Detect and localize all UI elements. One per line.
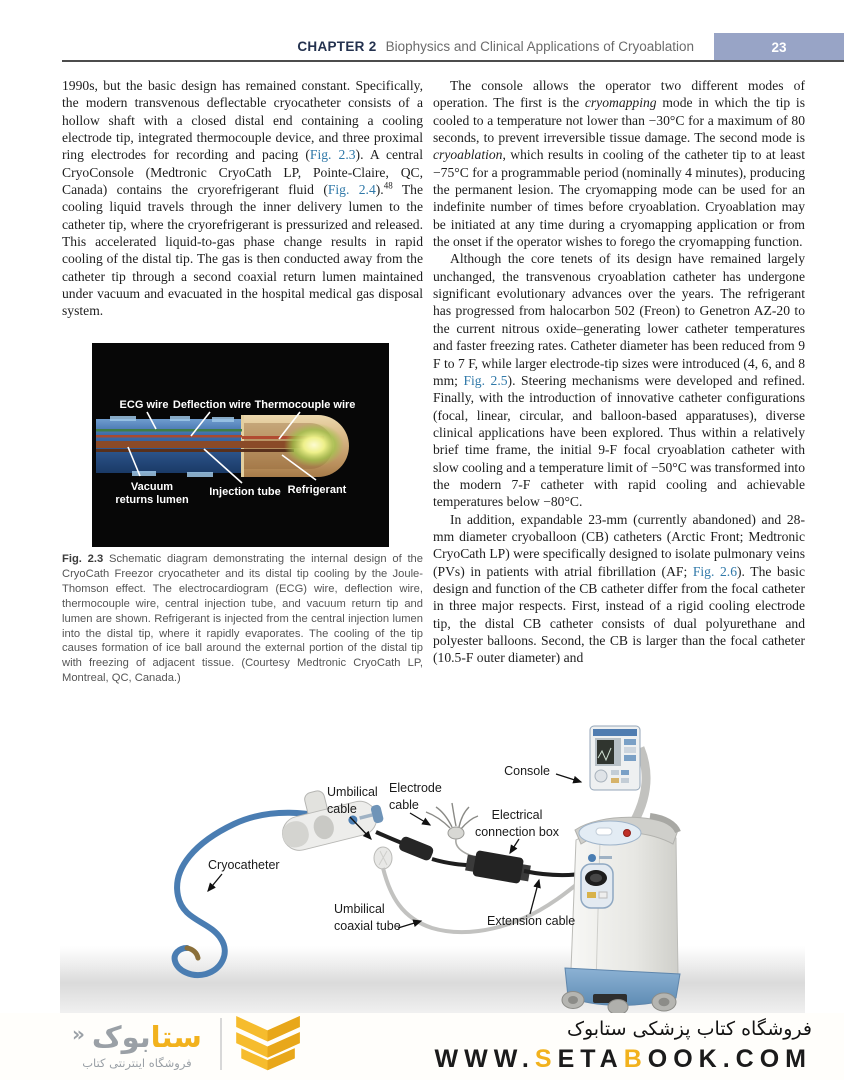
text-segment: ETA — [557, 1045, 624, 1073]
figure-ref-link[interactable]: Fig. 2.6 — [692, 563, 737, 579]
chevron-emblem-icon — [236, 1016, 300, 1072]
cable-connector — [398, 835, 435, 862]
text-segment: « — [72, 1022, 92, 1046]
text-segment: Schematic diagram demonstrating the internal design of the CryoCath Freezor cryocatheter and its distal tip cooling by the Joule-Thomson effect. The electrocardiogram (ECG) wire, deflection wire, thermocouple wire, central injection tube, and vacuum return tip and lumen are shown. Refrigerant is injected from the central injection lumen into the distal tip, where it rapidly evaporates. The cooling of the tip causes formation of ice ball around the external portion of the distal tip with freezing of adjacent tissue. (Courtesy Medtronic CryoCath LP, Montreal, QC, Canada.) — [62, 553, 423, 685]
text-segment: In addition, expandable 23-mm (currently abandoned) and 28-mm diameter cryoballoon (CB) catheters (Arctic Front; Medtronic CryoCath LP) were specifically designed to isolate pulmonary veins (PVs) in patients with atrial fibrillation (AF; — [433, 511, 805, 579]
label-electrical-box-1: Electrical — [491, 808, 543, 822]
label-electrode-cable-1: Electrode — [389, 781, 442, 795]
brand-tagline: فروشگاه اینترنتی کتاب — [82, 1056, 192, 1070]
label-umbilical-tube-1: Umbilical — [334, 902, 385, 916]
store-name: فروشگاه کتاب پزشکی ستابوک — [566, 1018, 812, 1040]
caster-wheel — [608, 1000, 628, 1014]
text-segment: S — [534, 1045, 558, 1073]
header-rule — [62, 60, 844, 62]
figure-2-3-caption — [62, 552, 423, 686]
label-umbilical-tube-2: coaxial tube — [334, 919, 401, 933]
label-ecg-wire: ECG wire — [119, 399, 169, 411]
figure-ref-link[interactable]: Fig. 2.5 — [463, 372, 508, 388]
page-number-badge — [714, 33, 844, 62]
electrical-connection-box — [464, 849, 532, 886]
label-electrode-cable-2: cable — [389, 798, 419, 812]
brand-wordmark — [72, 1018, 202, 1053]
label-deflection-wire: Deflection wire — [172, 399, 252, 411]
chapter-label: CHAPTER 2 — [297, 39, 377, 54]
running-header — [297, 39, 694, 54]
label-thermocouple-wire: Thermocouple wire — [254, 399, 356, 411]
label-refrigerant: Refrigerant — [287, 484, 347, 496]
figure-2-3 — [92, 343, 389, 547]
console-system-drawing — [60, 718, 805, 1013]
brand-dot — [588, 854, 596, 862]
text-segment: mode in which the tip is cooled to a temperature not lower than −30°C for a maximum of 80 seconds, to prevent irreversible tissue damage. The second mode is — [433, 95, 805, 146]
brand-logo — [72, 1016, 300, 1072]
injection-tube-shadow — [96, 449, 294, 452]
label-cryocatheter: Cryocatheter — [208, 858, 280, 872]
figure-ref-link[interactable]: Fig. 2.4 — [327, 182, 376, 198]
text-segment: بوک — [91, 1020, 151, 1054]
deflection-wire-line — [96, 435, 242, 438]
label-umbilical-cable-2: cable — [327, 802, 357, 816]
text-segment: The console allows the operator two different modes of operation. The first is the — [433, 78, 805, 111]
text-segment: Although the core tenets of its design have remained largely unchanged, the transvenous cryoablation catheter has undergone significant evolutionary advances over the years. The refrigerant has progressed from halocarbon 502 (Freon) to Genetron AZ-20 to the current nitrous oxide–generating lower catheter temperatures and faster freezing rates. Catheter diameter has been reduced from 9 F to 7 F, while larger electrode-tip sizes were introduced (4, 6, and 8 mm; — [433, 251, 805, 388]
paragraph — [433, 250, 805, 510]
electrode-cable-wires — [426, 803, 478, 829]
text-segment: ). Steering mechanisms were developed and refined. Finally, with the introduction of innovative catheter configurations (focal, linear, circular, and balloon-based apparatuses), diverse clinical applications have been explored. Thus within a relatively brief time frame, the initial 9-F focal cryoablation catheter with slow cooling and a temperature limit of −50°C was transformed into the modern 7-F catheter with rapid cooling and achievable temperatures below −80°C. — [433, 372, 805, 510]
stop-button — [624, 830, 631, 837]
store-info — [435, 1017, 812, 1074]
label-vacuum-1: Vacuum — [130, 481, 174, 493]
paragraph — [433, 511, 805, 667]
refrigerant-glow — [284, 423, 344, 467]
label-vacuum-2: returns lumen — [115, 494, 189, 506]
text-segment: , which results in cooling of the catheter tip to at least −75°C for a programmable period (nominally 4 minutes), producing the permanent lesion. The cryomapping mode can be used for an indefinite number of times before cryoablation. Cryoablation may be initiated at any time during a cryomapping application or from the onset if the operator wishes to forego the cryomapping function. — [433, 147, 805, 250]
cryoconsole — [562, 726, 680, 1013]
text-segment: B — [623, 1045, 648, 1073]
text-segment: 1990s, but the basic design has remained constant. Specifically, the modern transvenous deflectable cryocatheter consists of a hollow shaft with a closed distal end containing a cooling electrode tip, integrated thermocouple device, and three proximal ring electrodes for recording and pacing ( — [62, 78, 423, 163]
paragraph — [62, 77, 423, 320]
website-url — [435, 1045, 812, 1074]
label-console: Console — [504, 764, 550, 778]
divider — [220, 1018, 222, 1070]
figure-ref-link[interactable]: Fig. 2.3 — [309, 147, 356, 163]
text-segment: cryoablation — [433, 147, 503, 163]
left-column — [62, 77, 423, 320]
page-number: 23 — [771, 40, 787, 55]
console-system-figure — [60, 718, 805, 1013]
electrode-cable-hub — [448, 827, 464, 839]
paragraph — [433, 77, 805, 250]
console-body — [571, 827, 678, 990]
label-injection-tube: Injection tube — [209, 486, 281, 498]
text-segment: Fig. 2.3 — [62, 553, 104, 565]
text-segment: ستا — [150, 1020, 202, 1054]
text-segment: ). A central CryoConsole (Medtronic CryoCath LP, Pointe-Claire, QC, Canada) contains the cryorefrigerant fluid ( — [62, 147, 423, 198]
text-segment: The cooling liquid travels through the inner delivery lumen to the catheter tip, where the cryorefrigerant is pressurized and released. This accelerated liquid-to-gas phase change results in rapid cooling of the distal tip. The gas is then conducted away from the catheter tip through a second coaxial return lumen maintained under vacuum and evacuated in the hospital medical gas disposal system. — [62, 182, 423, 319]
text-segment: cryomapping — [584, 95, 657, 111]
text-segment: ). — [375, 182, 384, 198]
text-segment: OOK.COM — [647, 1045, 812, 1073]
right-column — [433, 77, 805, 667]
chapter-title: Biophysics and Clinical Applications of Cryoablation — [385, 39, 694, 54]
ecg-wire-line — [96, 429, 242, 432]
cryocatheter-tip-diagram — [92, 343, 389, 547]
label-extension-cable: Extension cable — [487, 914, 576, 928]
footer-watermark — [0, 1013, 844, 1080]
text-segment: 48 — [383, 180, 393, 191]
text-segment: ). The basic design and function of the CB catheter differ from the focal catheter in three major respects. First, instead of a rigid cooling electrode tip, the distal CB catheter consists of dual polyurethane and polyester balloons. Second, the CB is larger than the focal catheter (10.5-F outer diameter) and — [433, 563, 805, 666]
label-umbilical-cable-1: Umbilical — [327, 785, 378, 799]
text-segment: WWW. — [434, 1045, 535, 1073]
label-electrical-box-2: connection box — [474, 825, 560, 839]
